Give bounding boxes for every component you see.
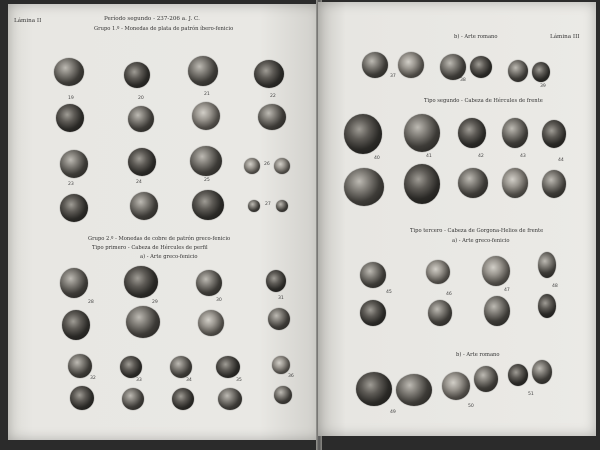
coin-37-reverse (398, 52, 424, 78)
coin-number-34: 34 (186, 378, 192, 383)
coin-27-obverse (248, 200, 260, 212)
coin-26-reverse (274, 158, 290, 174)
coin-36-obverse (272, 356, 290, 374)
coin-27-reverse (276, 200, 288, 212)
coin-number-46: 46 (446, 292, 452, 297)
section-b2-heading: b) - Arte romano (456, 352, 500, 358)
coin-number-38: 38 (460, 78, 466, 83)
coin-19-reverse (56, 104, 84, 132)
coin-47-reverse (484, 296, 510, 326)
coin-number-51: 51 (528, 392, 534, 397)
coin-20-reverse (128, 106, 154, 132)
coin-number-27: 27 (265, 202, 271, 207)
coin-22-obverse (254, 60, 284, 88)
coin-30-obverse (196, 270, 222, 296)
coin-49-reverse (396, 374, 432, 406)
coin-number-21: 21 (204, 92, 210, 97)
coin-26-obverse (244, 158, 260, 174)
coin-number-44: 44 (558, 158, 564, 163)
subsection-a-right: a) - Arte greco-fenicio (452, 238, 510, 244)
coin-number-40: 40 (374, 156, 380, 161)
coin-36-reverse (274, 386, 292, 404)
coin-30-reverse (198, 310, 224, 336)
coin-21-obverse (188, 56, 218, 86)
coin-33-obverse (120, 356, 142, 378)
coin-number-30: 30 (216, 298, 222, 303)
coin-38-obverse (440, 54, 466, 80)
coin-33-reverse (122, 388, 144, 410)
coin-45-reverse (360, 300, 386, 326)
section-b-heading: b) - Arte romano (454, 34, 498, 40)
plate-header-left: Lámina II (14, 18, 42, 24)
coin-number-42: 42 (478, 154, 484, 159)
coin-51-obverse (508, 364, 528, 386)
coin-number-35: 35 (236, 378, 242, 383)
coin-25-obverse (190, 146, 222, 176)
coin-number-24: 24 (136, 180, 142, 185)
coin-32-reverse (70, 386, 94, 410)
coin-34-obverse (170, 356, 192, 378)
coin-number-20: 20 (138, 96, 144, 101)
group1-heading: Grupo 1.º - Monedas de plata de patrón íbero-fenicio (94, 26, 234, 32)
group2-heading: Grupo 2.º - Monedas de cobre de patrón greco-fenicio (88, 236, 231, 242)
type2-heading: Tipo segundo - Cabeza de Hércules de frente (424, 98, 543, 104)
coin-20-obverse (124, 62, 150, 88)
coin-number-29: 29 (152, 300, 158, 305)
coin-number-49: 49 (390, 410, 396, 415)
coin-31-reverse (268, 308, 290, 330)
coin-number-31: 31 (278, 296, 284, 301)
coin-number-23: 23 (68, 182, 74, 187)
coin-number-26: 26 (264, 162, 270, 167)
coin-50-reverse (474, 366, 498, 392)
coin-51-reverse (532, 360, 552, 384)
coin-number-32: 32 (90, 376, 96, 381)
coin-21-reverse (192, 102, 220, 130)
coin-43-reverse (502, 168, 528, 198)
coin-24-reverse (130, 192, 158, 220)
coin-number-50: 50 (468, 404, 474, 409)
coin-number-37: 37 (390, 74, 396, 79)
coin-39-obverse (508, 60, 528, 82)
coin-48-obverse (538, 252, 556, 278)
coin-28-reverse (62, 310, 90, 340)
coin-22-reverse (258, 104, 286, 130)
coin-number-33: 33 (136, 378, 142, 383)
coin-48-reverse (538, 294, 556, 318)
coin-37-obverse (362, 52, 388, 78)
type3-heading: Tipo tercero - Cabeza de Gorgona-Helios de frente (410, 228, 544, 234)
coin-19-obverse (54, 58, 84, 86)
coin-28-obverse (60, 268, 88, 298)
coin-25-reverse (192, 190, 224, 220)
coin-39-reverse (532, 62, 550, 82)
coin-number-36: 36 (288, 374, 294, 379)
subsection-a-left: a) - Arte greco-fenicio (140, 254, 198, 260)
coin-number-48: 48 (552, 284, 558, 289)
plate-header-right: Lámina III (550, 34, 580, 40)
coin-number-25: 25 (204, 178, 210, 183)
coin-29-reverse (126, 306, 160, 338)
coin-43-obverse (502, 118, 528, 148)
coin-number-28: 28 (88, 300, 94, 305)
coin-number-43: 43 (520, 154, 526, 159)
coin-31-obverse (266, 270, 286, 292)
coin-32-obverse (68, 354, 92, 378)
coin-23-obverse (60, 150, 88, 178)
coin-number-47: 47 (504, 288, 510, 293)
coin-44-reverse (542, 170, 566, 198)
coin-23-reverse (60, 194, 88, 222)
period-heading: Período segundo - 237-206 a. J. C. (104, 16, 200, 22)
coin-50-obverse (442, 372, 470, 400)
coin-24-obverse (128, 148, 156, 176)
coin-41-obverse (404, 114, 440, 152)
coin-41-reverse (404, 164, 440, 204)
coin-number-41: 41 (426, 154, 432, 159)
coin-number-45: 45 (386, 290, 392, 295)
coin-42-obverse (458, 118, 486, 148)
coin-47-obverse (482, 256, 510, 286)
type1-heading: Tipo primero - Cabeza de Hércules de perfil (92, 245, 208, 251)
coin-40-obverse (344, 114, 382, 154)
coin-44-obverse (542, 120, 566, 148)
coin-35-obverse (216, 356, 240, 378)
coin-number-19: 19 (68, 96, 74, 101)
coin-42-reverse (458, 168, 488, 198)
coin-35-reverse (218, 388, 242, 410)
coin-34-reverse (172, 388, 194, 410)
coin-number-22: 22 (270, 94, 276, 99)
left-page (8, 4, 322, 440)
coin-49-obverse (356, 372, 392, 406)
coin-38-reverse (470, 56, 492, 78)
coin-number-39: 39 (540, 84, 546, 89)
coin-29-obverse (124, 266, 158, 298)
coin-46-obverse (426, 260, 450, 284)
coin-45-obverse (360, 262, 386, 288)
coin-46-reverse (428, 300, 452, 326)
right-page (318, 2, 596, 436)
coin-40-reverse (344, 168, 384, 206)
